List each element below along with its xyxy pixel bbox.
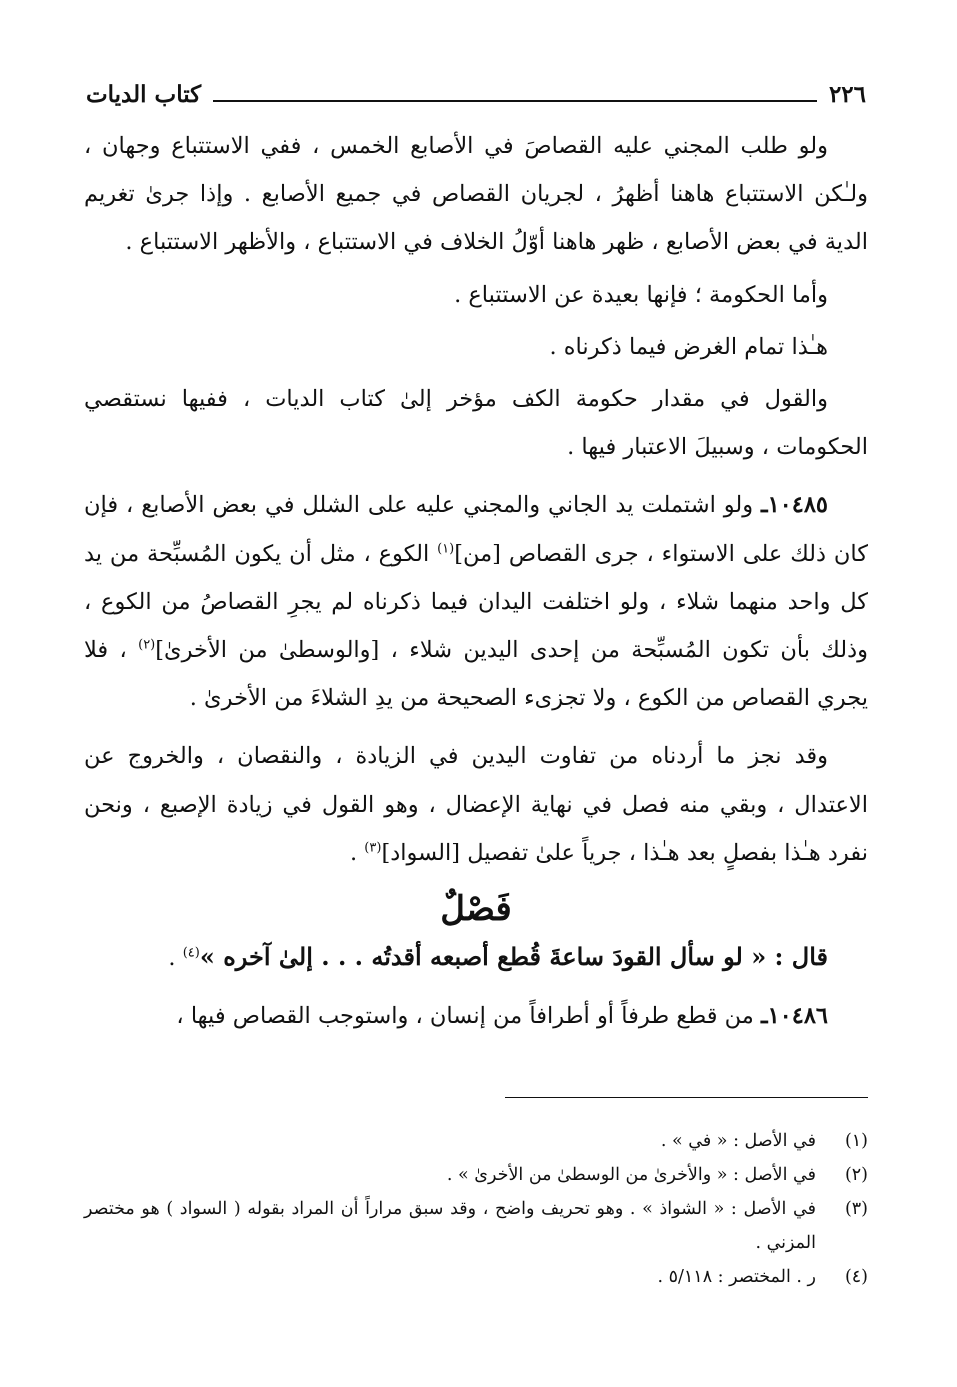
footnote-text: في الأصل : « الشواذ » . وهو تحريف واضح ، وقد سبق مراراً أن المراد بقوله ( السواد ) هو مختصر المزني . — [84, 1199, 816, 1253]
paragraph-text: الكوع ، مثل أن يكون المُسبِّحة من يد كل واحد منهما شلاء ، ولو اختلفت اليدان فيما ذكرناه لم يجرِ القصاصُ من الكوع ، وذلك بأن تكون المُسبِّحة من إحدى اليدين شلاء ، [والوسطىٰ من الأخرىٰ] — [84, 540, 868, 664]
section-heading-fasl: فَصْلٌ — [440, 889, 512, 930]
footnote-1 — [84, 1124, 868, 1158]
paragraph-2: وأما الحكومة ؛ فإنها بعيدة عن الاستتباع . — [454, 281, 828, 308]
paragraph-6 — [84, 732, 868, 877]
issue-number: ١٠٤٨٥ـ — [760, 492, 828, 519]
quote-intro: قال : « — [742, 942, 828, 972]
paragraph-text: من قطع طرفاً أو أطرافاً من إنسان ، واستوجب القصاص فيها ، — [176, 1003, 761, 1030]
footnote-number: (٣) — [844, 1199, 868, 1219]
quote-text: لو سأل القودَ ساعةَ قُطع أصبعه أقدتُه . . . إلىٰ آخره — [223, 942, 743, 972]
footnote-text: ر . المختصر : ٥/١١٨ . — [657, 1267, 816, 1287]
quote-close: » — [199, 942, 224, 972]
footnote-separator — [505, 1097, 868, 1098]
footnote-text: في الأصل : « في » . — [660, 1131, 816, 1151]
book-title: كتاب الديات — [86, 81, 202, 108]
issue-number: ١٠٤٨٦ـ — [760, 1003, 828, 1030]
footnotes — [84, 1124, 868, 1294]
quote-end: . — [168, 945, 183, 972]
paragraph-10486 — [84, 992, 868, 1040]
page-number: ٢٢٦ — [828, 81, 866, 108]
paragraph-text: ولو اشتملت يد الجاني والمجني عليه على الشلل في بعض الأصابع ، فإن كان ذلك على الاستواء ، جرى القصاص [من] — [84, 492, 868, 567]
footnote-2 — [84, 1158, 868, 1192]
footnote-number: (١) — [844, 1131, 868, 1151]
header-rule — [213, 100, 817, 102]
footnote-4 — [84, 1260, 868, 1294]
footnote-number: (٢) — [844, 1165, 868, 1185]
paragraph-3: هـٰذا تمام الغرض فيما ذكرناه . — [549, 333, 828, 360]
footnote-text: في الأصل : « والأخرىٰ من الوسطىٰ من الأخرىٰ » . — [446, 1165, 816, 1185]
main-text — [84, 122, 868, 1040]
footnote-ref-4: (٤) — [182, 945, 200, 961]
footnote-ref-2: (٢) — [138, 637, 156, 653]
quoted-statement — [84, 933, 868, 982]
page-header — [86, 68, 866, 108]
footnote-ref-3: (٣) — [364, 840, 382, 856]
paragraph-1: ولو طلب المجني عليه القصاصَ في الأصابع الخمس ، ففي الاستتباع وجهان ، ولـٰكن الاستتباع هاهنا أظهرُ ، لجريان القصاص في جميع الأصابع . وإذا جرىٰ تغريم الدية في بعض الأصابع ، ظهر هاهنا أوّلُ الخلاف في الاستتباع ، والأظهر الاستتباع . — [84, 133, 868, 256]
footnote-number: (٤) — [844, 1267, 868, 1287]
footnote-ref-1: (١) — [437, 541, 455, 557]
paragraph-4: والقول في مقدار حكومة الكف مؤخر إلىٰ كتاب الديات ، ففيها نستقصي الحكومات ، وسبيلَ الاعتبار فيها . — [84, 386, 868, 461]
paragraph-text: . — [349, 839, 365, 866]
paragraph-text: ، فلا يجري القصاص من الكوع ، ولا تجزىء الصحيحة من يدِ الشلاءَ من الأخرىٰ . — [84, 637, 868, 712]
paragraph-10485 — [84, 481, 868, 722]
footnote-3 — [84, 1192, 868, 1260]
paragraph-text: وقد نجز ما أردناه من تفاوت اليدين في الزيادة ، والنقصان ، والخروج عن الاعتدال ، وبقي منه فصل في نهاية الإعضال ، وهو القول في زيادة الإصبع ، ونحن نفرد هـٰذا بفصلٍ بعد هـٰذا ، جرياً علىٰ تفصيل [السواد] — [84, 743, 868, 866]
